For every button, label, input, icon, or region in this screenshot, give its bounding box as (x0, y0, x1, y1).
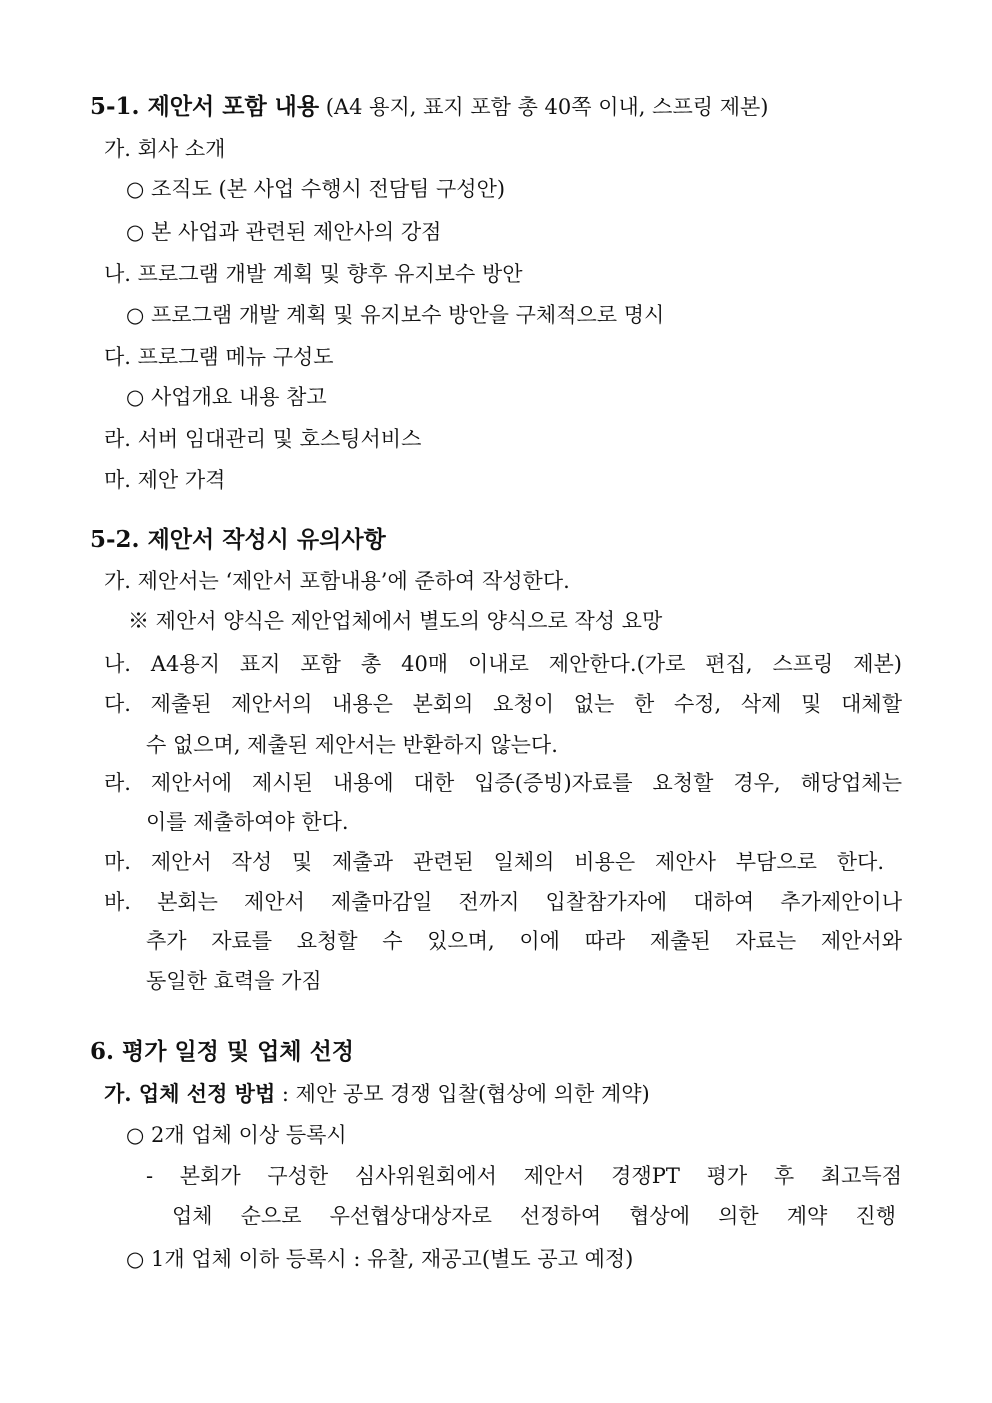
section-5-1-heading (90, 93, 768, 121)
item-5-2-ga: 가. 제안서는 ‘제안서 포함내용’에 준하여 작성한다. (104, 569, 570, 593)
item-5-2-ba: 바. 본회는 제안서 제출마감일 전까지 입찰참가자에 대하여 추가제안이나 (104, 890, 902, 914)
item-5-2-ma: 마. 제안서 작성 및 제출과 관련된 일체의 비용은 제안사 부담으로 한다. (104, 850, 884, 874)
item-6-dash-1: - 본회가 구성한 심사위원회에서 제안서 경쟁PT 평가 후 최고득점 (146, 1164, 902, 1188)
item-5-1-ga: 가. 회사 소개 (104, 137, 226, 161)
item-5-1-ga-bullet-2: ○ 본 사업과 관련된 제안사의 강점 (126, 220, 442, 244)
item-5-2-ba-cont-2: 동일한 효력을 가짐 (146, 969, 322, 993)
item-6-method-text: : 제안 공모 경쟁 입찰(협상에 의한 계약) (275, 1082, 650, 1106)
item-5-2-ra: 라. 제안서에 제시된 내용에 대한 입증(증빙)자료를 요청할 경우, 해당업체는 (104, 771, 902, 795)
item-6-ga (104, 1080, 650, 1108)
item-5-1-na-bullet-1: ○ 프로그램 개발 계획 및 유지보수 방안을 구체적으로 명시 (126, 303, 665, 327)
item-5-1-da: 다. 프로그램 메뉴 구성도 (104, 345, 334, 369)
item-6-bullet-2: ○ 1개 업체 이하 등록시 : 유찰, 재공고(별도 공고 예정) (126, 1247, 634, 1271)
item-5-1-ma: 마. 제안 가격 (104, 468, 226, 492)
item-5-1-da-bullet-1: ○ 사업개요 내용 참고 (126, 385, 327, 409)
item-5-1-ga-bullet-1: ○ 조직도 (본 사업 수행시 전담팀 구성안) (126, 177, 506, 201)
item-5-1-ra: 라. 서버 임대관리 및 호스팅서비스 (104, 427, 422, 451)
item-5-2-da: 다. 제출된 제안서의 내용은 본회의 요청이 없는 한 수정, 삭제 및 대체할 (104, 692, 902, 716)
item-5-2-ba-cont-1: 추가 자료를 요청할 수 있으며, 이에 따라 제출된 자료는 제안서와 (146, 929, 902, 953)
item-6-method-label: 가. 업체 선정 방법 (104, 1081, 276, 1106)
section-5-1-title: 5-1. 제안서 포함 내용 (90, 93, 320, 120)
item-5-2-ga-note: ※ 제안서 양식은 제안업체에서 별도의 양식으로 작성 요망 (128, 609, 663, 633)
section-6-heading: 6. 평가 일정 및 업체 선정 (90, 1038, 355, 1065)
item-5-2-na: 나. A4용지 표지 포함 총 40매 이내로 제안한다.(가로 편집, 스프링 제본) (104, 652, 902, 676)
item-5-2-da-cont: 수 없으며, 제출된 제안서는 반환하지 않는다. (146, 733, 558, 757)
section-5-1-subtitle: (A4 용지, 표지 포함 총 40쪽 이내, 스프링 제본) (319, 95, 769, 119)
item-5-1-na: 나. 프로그램 개발 계획 및 향후 유지보수 방안 (104, 262, 523, 286)
item-6-dash-1-cont: 업체 순으로 우선협상대상자로 선정하여 협상에 의한 계약 진행 (172, 1204, 896, 1228)
item-5-2-ra-cont: 이를 제출하여야 한다. (146, 810, 349, 834)
item-6-bullet-1: ○ 2개 업체 이상 등록시 (126, 1123, 347, 1147)
section-5-2-heading: 5-2. 제안서 작성시 유의사항 (90, 526, 386, 553)
